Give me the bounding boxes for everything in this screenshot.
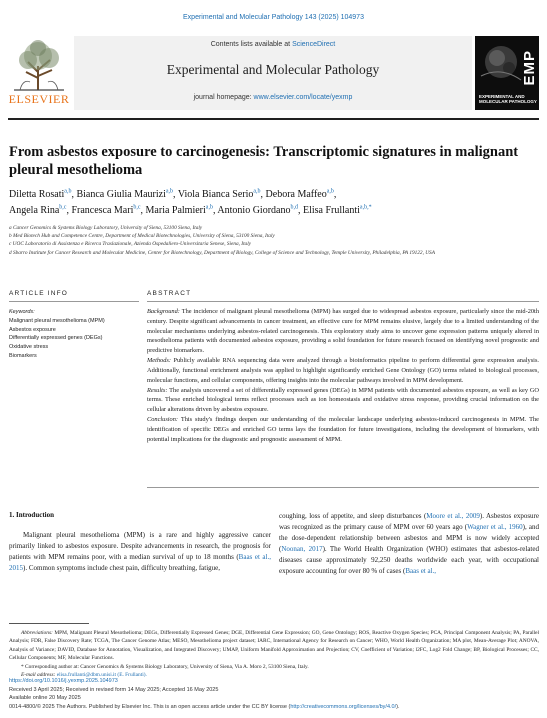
footnote-rule (9, 623, 89, 624)
online-date: Available online 20 May 2025 (9, 695, 81, 702)
received-dates: Received 3 April 2025; Received in revised form 14 May 2025; Accepted 16 May 2025 (9, 686, 219, 693)
email-line: E-mail address: elisa.frullanti@dbm.unisi.it (E. Frullanti). (21, 671, 147, 678)
sciencedirect-link[interactable]: ScienceDirect (292, 41, 336, 48)
keyword-item: Biomarkers (9, 352, 37, 359)
author[interactable]: Antonio Giordano$^{b,d}$, (217, 204, 303, 216)
article-info-rule (9, 301, 139, 302)
intro-left-column: Malignant pleural mesothelioma (MPM) is a rare and highly aggressive cancer primarily linked to asbestos exposure. Despite advancements in research, the prognosis for patients with MPM remains poor, with a median survival of up to 18 months (Baas et al., 2015). Common symptoms include chest pain, difficulty breathing, fatigue, (9, 531, 271, 573)
affiliation-item: c UOC Laboratorio di Assistenza e Ricerca Traslazionale, Azienda Ospedaliero-Universitaria Senese, Siena, Italy (9, 241, 252, 248)
author[interactable]: Diletta Rosati$^{a,b}$, (9, 188, 77, 200)
affiliations (9, 224, 534, 257)
abbreviations: Abbreviations: MPM, Malignant Pleural Mesothelioma; DEGs, Differentially Expressed Genes; DGE, Differential Gene Expression; GO, Gene Ontology; ROS, Reactive Oxygen Species; PCA, Principal Component Analysis; PA, Parallel Analysis; FDR, False Discovery Rate; TCGA, The Cancer Genome Atlas; MESO, Mesothelioma project dataset; IARC, International Agency for Research on Cancer; WHO, World Health Organization; MA plot, Mean-Average Plot; ANOVA, Analysis of Variance; DAVID, Database for Annotation, Visualization, and Integrated Discovery; UMAP, Uniform Manifold Approximation and Projection; CV, Coefficient of Variation; l2FC, Log2 Fold Change; BP, Biological Processes; CC, Cellular Components; MF, Molecular Functions. (9, 630, 539, 662)
article-meta-footer (9, 677, 539, 711)
citation-link[interactable]: Noonan, 2017 (281, 545, 323, 554)
citation-link[interactable]: Baas et al., 2015 (9, 553, 271, 573)
citation-link[interactable]: Wagner et al., 1960 (467, 523, 523, 532)
journal-header (8, 36, 539, 110)
homepage-prefix: journal homepage: (193, 94, 254, 101)
keywords-label: Keywords: (9, 309, 35, 315)
author[interactable]: Debora Maffeo$^{a,b}$, (265, 188, 337, 200)
header-rule (8, 118, 539, 120)
affiliation-item: b Med Biotech Hub and Competence Centre, Department of Medical Biotechnologies, University of Siena, 53100 Siena, Italy (9, 233, 275, 240)
contents-line (74, 41, 472, 48)
abstract-rule (147, 301, 539, 302)
journal-banner (74, 36, 472, 110)
cover-title: EXPERIMENTAL AND MOLECULAR PATHOLOGY (479, 93, 537, 104)
doi-link[interactable]: https://doi.org/10.1016/j.yexmp.2025.104973 (9, 678, 118, 684)
abstract-results: Results: The analysis uncovered a set of differentially expressed genes (DEGs) in MPM patients with documented asbestos exposure, as well as key GO terms. These enriched biological terms reflect processes such as ion homeostasis and oxidative stress response, providing crucial information on the cellular alterations driven by asbestos exposure. (147, 386, 539, 414)
journal-title: Experimental and Molecular Pathology (166, 62, 380, 77)
intro-right-column: coughing, loss of appetite, and sleep disturbances (Moore et al., 2009). Asbestos exposure was recognized as the primary cause of MPM over 60 years ago (Wagner et al., 1960), and the dose-dependent relationship between asbestos and MPM is now widely accepted (Noonan, 2017). The World Health Organization (WHO) estimates that asbestos-related diseases cause approximately 92,250 deaths worldwide each year, with occupational exposure accounting for over 80 % of cases (Baas et al., (279, 512, 539, 576)
publisher-name: ELSEVIER (8, 92, 70, 106)
license-line: 0014-4800/© 2025 The Authors. Published by Elsevier Inc. This is an open access article under the CC BY license (http://creativecommons.org/licenses/by/4.0/). (9, 703, 400, 710)
keyword-item: Asbestos exposure (9, 326, 56, 333)
abstract-conclusion: Conclusion: This study's findings deepen our understanding of the molecular landscape underlying asbestos-induced carcinogenesis in MPM. The identification of specific DEGs and enriched GO terms lays the foundation for future investigations, including the development of biomarkers, with potential implications for the diagnostic and prognostic assessment of MPM. (147, 416, 539, 443)
abstract-methods: Methods: Publicly available RNA sequencing data were analyzed through a bioinformatics pipeline to perform differential gene expression analysis. Additionally, functional enrichment analysis was applied to highlight significantly enriched Gene Ontology (GO) terms related to biological processes, molecular functions, and cellular components, offering insights into the molecular pathways involved in MPM development. (147, 357, 539, 384)
author[interactable]: Elisa Frullanti$^{a,b,*}$ (302, 204, 372, 216)
corresponding-author: * Corresponding author at: Cancer Genomics & Systems Biology Laboratory, University of Siena, Via A. Moro 2, 53100 Siena, Italy. (21, 663, 309, 670)
citation-link[interactable]: Moore et al., 2009 (426, 512, 480, 520)
abstract-heading: ABSTRACT (147, 290, 192, 297)
author[interactable]: Viola Bianca Serio$^{a,b}$, (177, 188, 266, 200)
homepage-link[interactable]: www.elsevier.com/locate/yexmp (253, 94, 353, 101)
keyword-item: Malignant pleural mesothelioma (MPM) (9, 317, 105, 324)
author[interactable]: Maria Palmieri$^{a,b}$, (145, 204, 218, 216)
author-list (9, 187, 534, 218)
keyword-item: Oxidative stress (9, 344, 49, 351)
author[interactable]: Angela Rina$^{b,c}$, (9, 204, 72, 216)
cover-abbrev: EMP (521, 50, 538, 86)
email-link[interactable]: elisa.frullanti@dbm.unisi.it (E. Frullanti). (55, 671, 147, 678)
elsevier-tree-icon (8, 36, 70, 92)
journal-citation[interactable]: Experimental and Molecular Pathology 143 (2025) 104973 (183, 14, 364, 21)
introduction-heading: 1. Introduction (9, 511, 54, 519)
abstract-background: Background: The incidence of malignant pleural mesothelioma (MPM) has surged due to widespread asbestos exposure, particularly since the mid-20th century. Despite significant advancements in cancer treatment, an effective cure for MPM remains elusive, largely due to a limited understanding of the molecular mechanisms underlying asbestos-related carcinogenesis. This exploratory study aims to uncover gene expression patterns uniquely altered in mesothelioma patients with documented asbestos exposure, providing a solid foundation for future research focused on identifying novel prognostic and predictive biomarkers. (147, 308, 539, 355)
license-link[interactable]: http://creativecommons.org/licenses/by/4.0/ (290, 703, 397, 710)
affiliation-item: a Cancer Genomics & Systems Biology Laboratory, University of Siena, 53100 Siena, Italy (9, 225, 203, 231)
author[interactable]: Francesca Mari$^{b,c}$, (71, 204, 146, 216)
abstract-end-rule (147, 487, 539, 488)
elsevier-logo[interactable] (8, 36, 70, 110)
keywords-block (9, 308, 139, 361)
contents-prefix: Contents lists available at (210, 41, 293, 48)
article-info-heading: ARTICLE INFO (9, 290, 69, 297)
affiliation-item: d Sbarro Institute for Cancer Research and Molecular Medicine, Center for Biotechnology, Department of Biology, College of Science and Technology, Temple University, Philadelphia, PA 19122, USA (9, 249, 435, 256)
article-title: From asbestos exposure to carcinogenesis: Transcriptomic signatures in malignant pleural mesothelioma (9, 144, 519, 179)
journal-cover[interactable] (475, 36, 539, 110)
abstract-body (147, 307, 539, 445)
footnote-block (9, 629, 539, 679)
homepage-line (74, 94, 472, 101)
keyword-item: Differentially expressed genes (DEGs) (9, 335, 103, 342)
author[interactable]: Bianca Giulia Maurizi$^{a,b}$, (76, 188, 178, 200)
citation-link[interactable]: Baas et al., (405, 567, 437, 576)
